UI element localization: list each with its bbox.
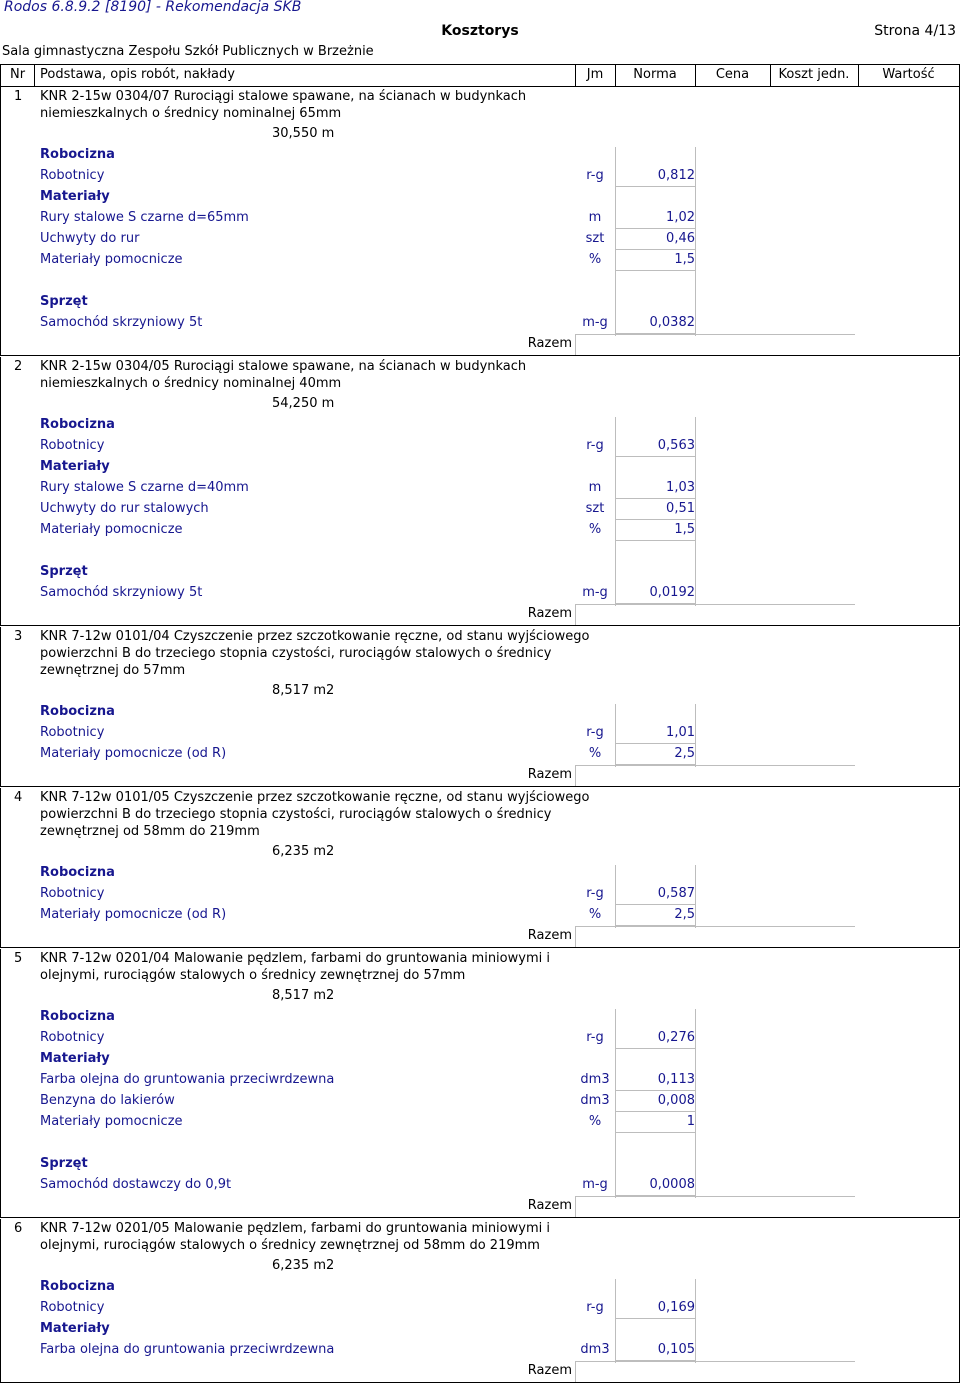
column-header-cena: Cena bbox=[715, 67, 750, 82]
resource-name: Benzyna do lakierów bbox=[40, 1093, 175, 1108]
resource-name: Robotnicy bbox=[40, 168, 105, 183]
resource-group-title: Sprzęt bbox=[40, 564, 88, 579]
resource-unit: % bbox=[588, 522, 602, 537]
resource-norma: 1,02 bbox=[666, 210, 695, 225]
resource-name: Uchwyty do rur bbox=[40, 231, 140, 246]
resource-name: Materiały pomocnicze bbox=[40, 252, 183, 267]
document-title: Kosztorys bbox=[441, 23, 519, 39]
item-description: olejnymi, rurociągów stalowych o średnicy zewnętrznej do 57mm bbox=[40, 968, 466, 983]
resource-norma: 0,563 bbox=[657, 438, 695, 453]
item-quantity: 6,235 m2 bbox=[272, 1258, 335, 1273]
app-title: Rodos 6.8.9.2 [8190] - Rekomendacja SKB bbox=[4, 0, 302, 15]
resource-unit: r-g bbox=[586, 1030, 604, 1045]
resource-name: Rury stalowe S czarne d=65mm bbox=[40, 210, 249, 225]
item-number: 1 bbox=[14, 89, 23, 104]
resource-unit: r-g bbox=[586, 886, 604, 901]
item-number: 5 bbox=[14, 951, 23, 966]
resource-name: Rury stalowe S czarne d=40mm bbox=[40, 480, 249, 495]
resource-name: Materiały pomocnicze (od R) bbox=[40, 907, 227, 922]
resource-name: Uchwyty do rur stalowych bbox=[40, 501, 209, 516]
item-description: KNR 7-12w 0201/05 Malowanie pędzlem, farbami do gruntowania miniowymi i bbox=[40, 1221, 550, 1236]
item-description: KNR 2-15w 0304/05 Rurociągi stalowe spawane, na ścianach w budynkach bbox=[40, 359, 527, 374]
resource-group-title: Materiały bbox=[40, 1321, 110, 1336]
resource-norma: 0,587 bbox=[657, 886, 695, 901]
razem-label: Razem bbox=[527, 928, 572, 943]
item-description: niemieszkalnych o średnicy nominalnej 65mm bbox=[40, 106, 342, 121]
resource-unit: m bbox=[588, 210, 602, 225]
item-description: olejnymi, rurociągów stalowych o średnicy zewnętrznej od 58mm do 219mm bbox=[40, 1238, 540, 1253]
resource-unit: dm3 bbox=[580, 1342, 610, 1357]
resource-norma: 0,276 bbox=[657, 1030, 695, 1045]
resource-norma: 2,5 bbox=[674, 746, 695, 761]
item-description: zewnętrznej do 57mm bbox=[40, 663, 186, 678]
resource-norma: 0,812 bbox=[657, 168, 695, 183]
resource-norma: 0,0008 bbox=[649, 1177, 695, 1192]
resource-group-title: Robocizna bbox=[40, 865, 115, 880]
resource-unit: % bbox=[588, 746, 602, 761]
resource-group-title: Robocizna bbox=[40, 417, 115, 432]
column-header-description: Podstawa, opis robót, nakłady bbox=[40, 67, 235, 82]
item-description: zewnętrznej od 58mm do 219mm bbox=[40, 824, 260, 839]
item-description: KNR 2-15w 0304/07 Rurociągi stalowe spawane, na ścianach w budynkach bbox=[40, 89, 527, 104]
resource-norma: 0,105 bbox=[657, 1342, 695, 1357]
resource-group-title: Materiały bbox=[40, 459, 110, 474]
resource-unit: r-g bbox=[586, 438, 604, 453]
resource-group-title: Robocizna bbox=[40, 704, 115, 719]
razem-label: Razem bbox=[527, 767, 572, 782]
resource-norma: 0,008 bbox=[657, 1093, 695, 1108]
resource-norma: 0,51 bbox=[666, 501, 695, 516]
resource-group-title: Robocizna bbox=[40, 147, 115, 162]
resource-group-title: Sprzęt bbox=[40, 1156, 88, 1171]
project-name: Sala gimnastyczna Zespołu Szkół Publicznych w Brzeżnie bbox=[2, 44, 374, 59]
item-quantity: 6,235 m2 bbox=[272, 844, 335, 859]
item-number: 2 bbox=[14, 359, 23, 374]
item-description: powierzchni B do trzeciego stopnia czystości, rurociągów stalowych o średnicy bbox=[40, 646, 552, 661]
resource-group-title: Robocizna bbox=[40, 1279, 115, 1294]
item-quantity: 54,250 m bbox=[272, 396, 335, 411]
resource-name: Robotnicy bbox=[40, 1300, 105, 1315]
resource-group-title: Materiały bbox=[40, 1051, 110, 1066]
resource-unit: dm3 bbox=[580, 1093, 610, 1108]
resource-unit: r-g bbox=[586, 168, 604, 183]
item-quantity: 8,517 m2 bbox=[272, 683, 335, 698]
item-quantity: 30,550 m bbox=[272, 126, 335, 141]
resource-unit: % bbox=[588, 1114, 602, 1129]
column-header-koszt-jedn: Koszt jedn. bbox=[778, 67, 850, 82]
item-number: 4 bbox=[14, 790, 23, 805]
resource-unit: dm3 bbox=[580, 1072, 610, 1087]
item-description: KNR 7-12w 0201/04 Malowanie pędzlem, farbami do gruntowania miniowymi i bbox=[40, 951, 550, 966]
column-header-nr: Nr bbox=[10, 67, 26, 82]
resource-unit: szt bbox=[585, 501, 605, 516]
item-description: KNR 7-12w 0101/04 Czyszczenie przez szczotkowanie ręczne, od stanu wyjściowego bbox=[40, 629, 590, 644]
resource-unit: szt bbox=[585, 231, 605, 246]
item-description: powierzchni B do trzeciego stopnia czystości, rurociągów stalowych o średnicy bbox=[40, 807, 552, 822]
resource-name: Samochód skrzyniowy 5t bbox=[40, 585, 203, 600]
resource-unit: m bbox=[588, 480, 602, 495]
resource-name: Materiały pomocnicze bbox=[40, 522, 183, 537]
resource-norma: 1,5 bbox=[674, 522, 695, 537]
razem-label: Razem bbox=[527, 1363, 572, 1378]
resource-name: Materiały pomocnicze (od R) bbox=[40, 746, 227, 761]
resource-name: Samochód dostawczy do 0,9t bbox=[40, 1177, 232, 1192]
resource-unit: m-g bbox=[582, 315, 608, 330]
resource-name: Farba olejna do gruntowania przeciwrdzewna bbox=[40, 1072, 335, 1087]
item-description: KNR 7-12w 0101/05 Czyszczenie przez szczotkowanie ręczne, od stanu wyjściowego bbox=[40, 790, 590, 805]
column-header-jm: Jm bbox=[586, 67, 604, 82]
resource-norma: 1 bbox=[686, 1114, 695, 1129]
resource-unit: r-g bbox=[586, 725, 604, 740]
resource-name: Farba olejna do gruntowania przeciwrdzewna bbox=[40, 1342, 335, 1357]
resource-norma: 1,5 bbox=[674, 252, 695, 267]
resource-name: Samochód skrzyniowy 5t bbox=[40, 315, 203, 330]
resource-group-title: Sprzęt bbox=[40, 294, 88, 309]
page-number: Strona 4/13 bbox=[874, 23, 956, 39]
resource-norma: 0,169 bbox=[657, 1300, 695, 1315]
resource-unit: r-g bbox=[586, 1300, 604, 1315]
resource-unit: m-g bbox=[582, 585, 608, 600]
resource-name: Robotnicy bbox=[40, 886, 105, 901]
resource-name: Robotnicy bbox=[40, 438, 105, 453]
resource-norma: 1,01 bbox=[666, 725, 695, 740]
razem-label: Razem bbox=[527, 1198, 572, 1213]
resource-norma: 0,46 bbox=[666, 231, 695, 246]
resource-norma: 1,03 bbox=[666, 480, 695, 495]
item-number: 6 bbox=[14, 1221, 23, 1236]
resource-unit: m-g bbox=[582, 1177, 608, 1192]
resource-norma: 2,5 bbox=[674, 907, 695, 922]
resource-norma: 0,113 bbox=[657, 1072, 695, 1087]
resource-name: Materiały pomocnicze bbox=[40, 1114, 183, 1129]
resource-group-title: Materiały bbox=[40, 189, 110, 204]
column-header-norma: Norma bbox=[633, 67, 677, 82]
resource-unit: % bbox=[588, 907, 602, 922]
column-header-wartosc: Wartość bbox=[882, 67, 935, 82]
resource-norma: 0,0192 bbox=[649, 585, 695, 600]
resource-name: Robotnicy bbox=[40, 725, 105, 740]
razem-label: Razem bbox=[527, 336, 572, 351]
resource-norma: 0,0382 bbox=[649, 315, 695, 330]
resource-unit: % bbox=[588, 252, 602, 267]
resource-group-title: Robocizna bbox=[40, 1009, 115, 1024]
resource-name: Robotnicy bbox=[40, 1030, 105, 1045]
item-description: niemieszkalnych o średnicy nominalnej 40mm bbox=[40, 376, 342, 391]
item-quantity: 8,517 m2 bbox=[272, 988, 335, 1003]
item-number: 3 bbox=[14, 629, 23, 644]
razem-label: Razem bbox=[527, 606, 572, 621]
